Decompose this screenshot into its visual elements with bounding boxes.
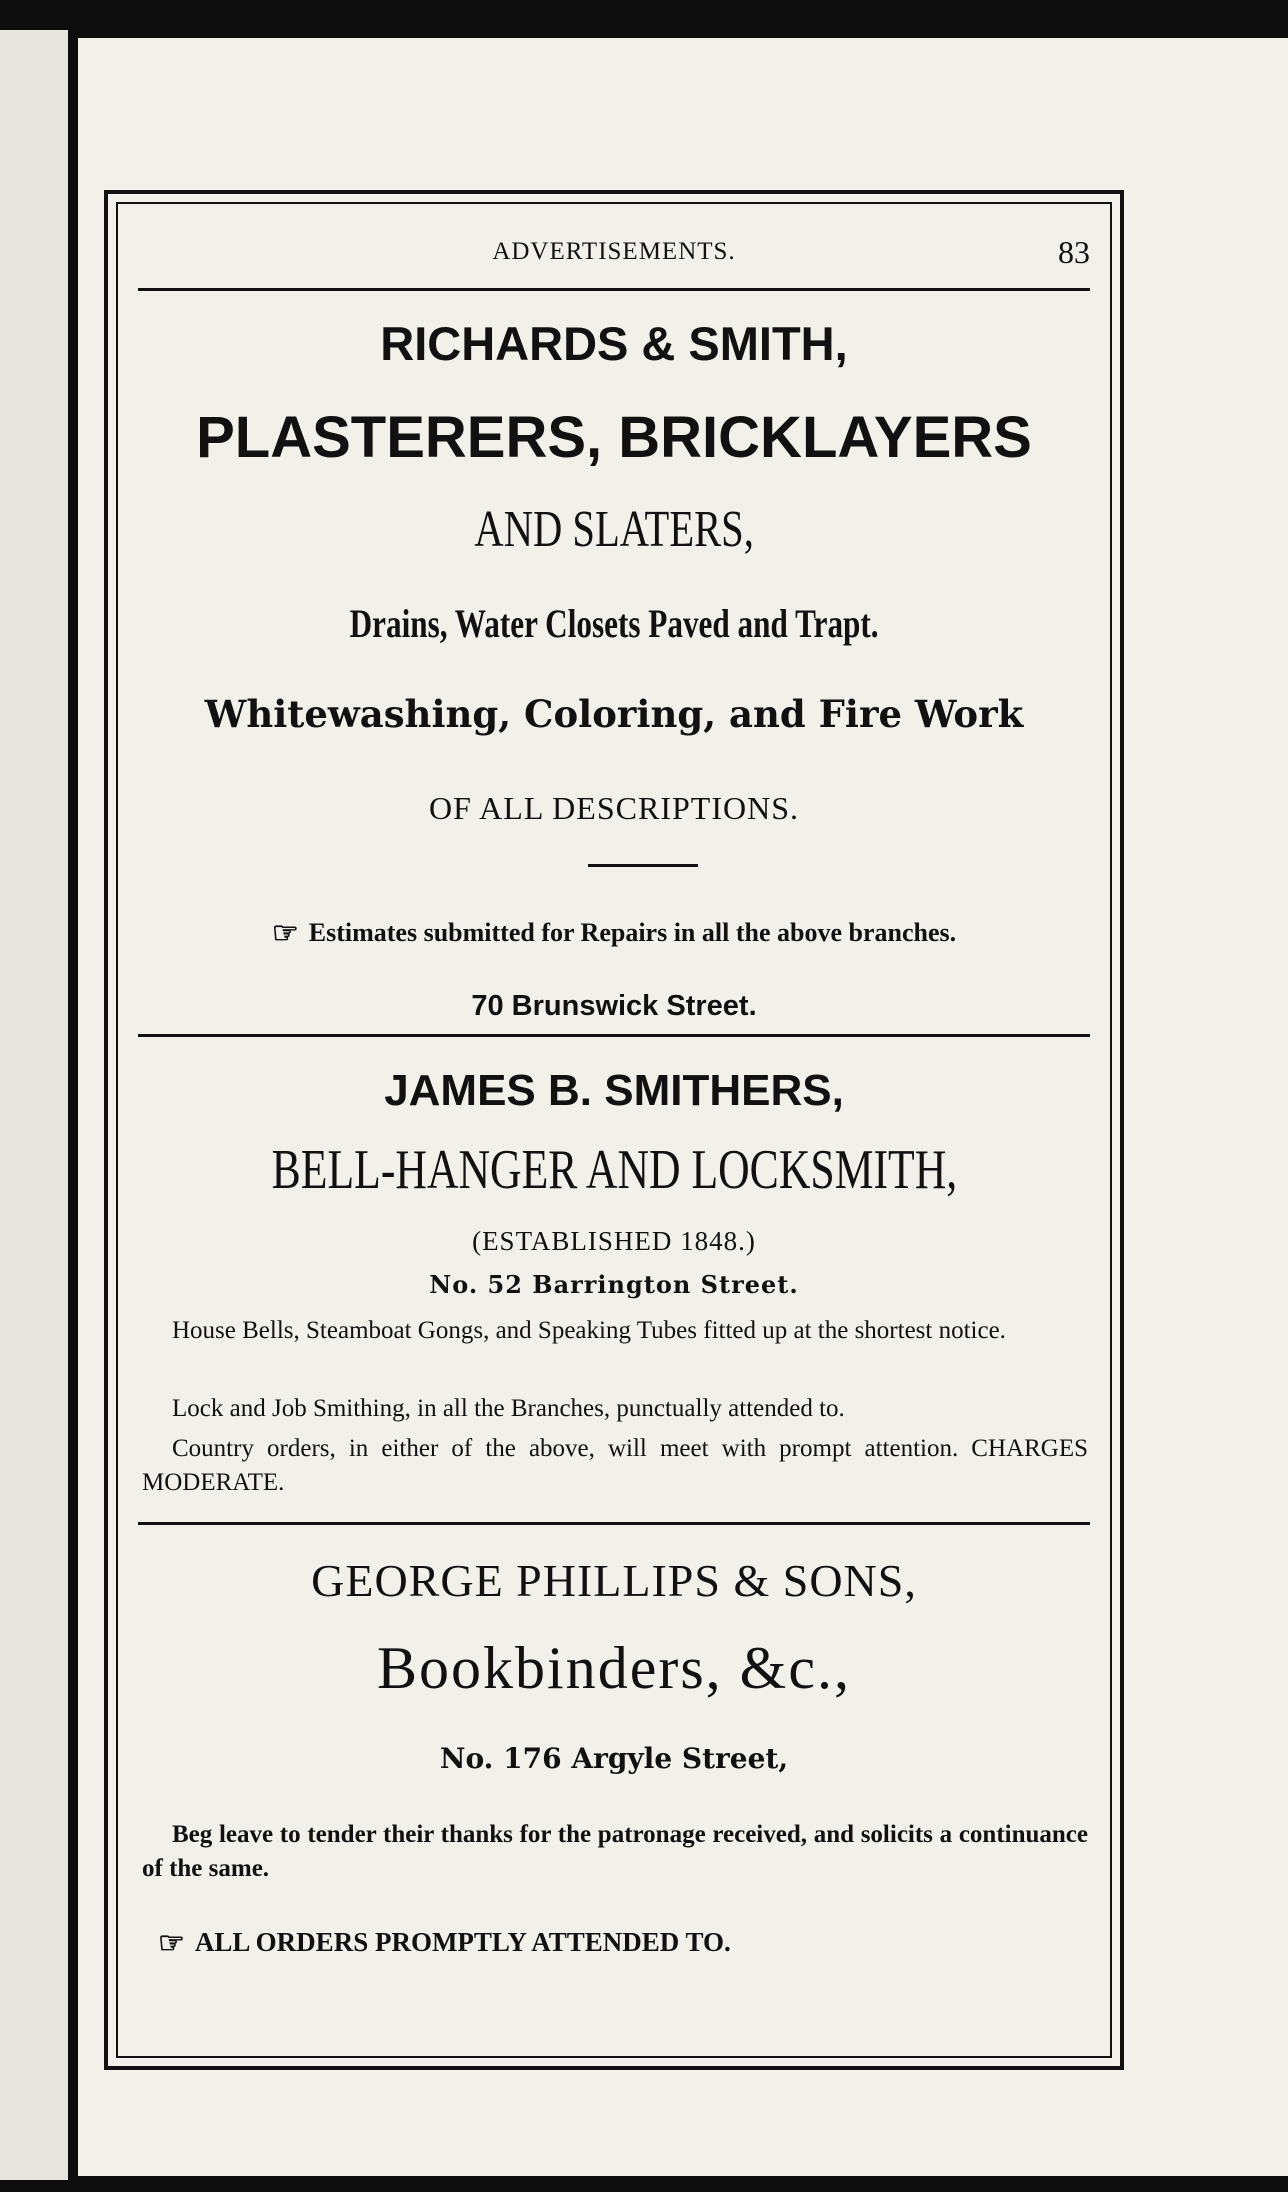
ad3-orders: ALL ORDERS PROMPTLY ATTENDED TO. [194, 1927, 731, 1957]
ad3-para-text: Beg leave to tender their thanks for the patronage received, and solicits a continuance of the same. [142, 1821, 1088, 1882]
ad3-para [142, 1818, 1088, 1886]
ad1-short-rule [588, 864, 698, 867]
ad2-para1-text: House Bells, Steamboat Gongs, and Speaking Tubes fitted up at the shortest notice. [172, 1317, 1006, 1344]
ad3-trade: Bookbinders, &c., [377, 1635, 851, 1701]
ad1-trade: PLASTERERS, BRICKLAYERS [196, 405, 1032, 470]
ad1-line2: Whitewashing, Coloring, and Fire Work [204, 692, 1024, 736]
ad2-para2-text: Lock and Job Smithing, in all the Branches, punctually attended to. [172, 1395, 845, 1422]
advertisement-frame [104, 190, 1124, 2070]
ad1-trade2: AND SLATERS, [474, 501, 754, 558]
ad3-name: GEORGE PHILLIPS & SONS, [311, 1555, 917, 1606]
ad1-line1-wrap [128, 600, 1100, 647]
ad2-divider [138, 1522, 1090, 1525]
adjacent-page-edge [0, 30, 68, 2180]
running-header [138, 234, 1090, 282]
ad2-address: No. 52 Barrington Street. [429, 1270, 799, 1299]
header-rule [138, 288, 1090, 291]
ad2-para3 [142, 1432, 1088, 1500]
ad2-para3-text: Country orders, in either of the above, will meet with prompt attention. CHARGES MODERATE. [142, 1435, 1088, 1496]
ad3-address: No. 176 Argyle Street, [439, 1742, 789, 1775]
ad2-para2 [142, 1392, 1088, 1426]
ad2-para1 [142, 1314, 1088, 1348]
advertisement-frame-inner [116, 202, 1112, 2058]
header-title: ADVERTISEMENTS. [492, 238, 736, 265]
pointing-hand-icon: ☞ [271, 917, 299, 950]
ad1-line3: OF ALL DESCRIPTIONS. [429, 790, 799, 826]
ad2-established: (ESTABLISHED 1848.) [472, 1226, 756, 1256]
ad2-name: JAMES B. SMITHERS, [384, 1066, 844, 1115]
page-number: 83 [1058, 234, 1090, 270]
ad2-trade-wrap [128, 1138, 1100, 1202]
ad1-estimate-line [128, 916, 1100, 951]
ad1-name: RICHARDS & SMITH, [380, 317, 848, 370]
ad3-orders-line [158, 1926, 1100, 1961]
pointing-hand-icon: ☞ [158, 1927, 185, 1960]
ad1-line1: Drains, Water Closets Paved and Trapt. [349, 601, 879, 646]
ad2-trade: BELL-HANGER AND LOCKSMITH, [271, 1139, 957, 1201]
ad1-trade2-wrap [128, 500, 1100, 559]
ad1-address: 70 Brunswick Street. [471, 990, 757, 1022]
ad1-estimate: Estimates submitted for Repairs in all the above branches. [308, 918, 957, 947]
ad1-divider [138, 1034, 1090, 1037]
